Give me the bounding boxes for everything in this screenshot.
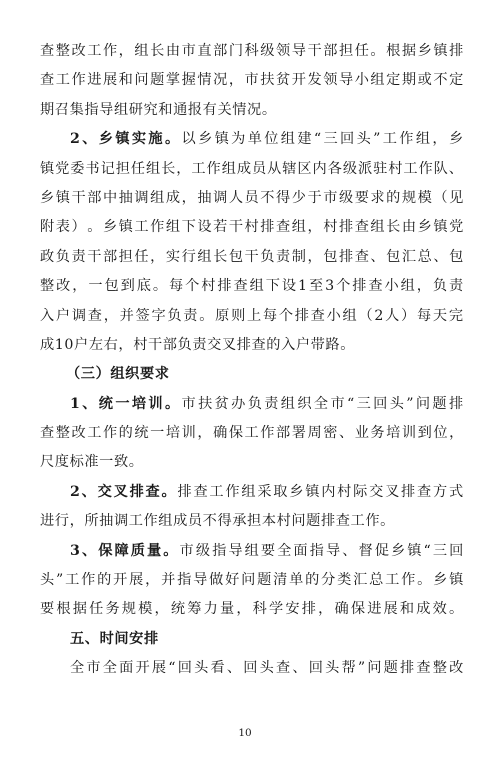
text-line (40, 507, 464, 536)
line-text: 尺度标准一致。 (40, 454, 144, 471)
text-line: 入 户 调 查 ， 并 签 字 负 责 。 原 则 上 每 个 排 查 小 组 （ 2 人 ） 每 天 完 (40, 307, 464, 324)
text-line: 附 表 ） 。 乡 镇 工 作 组 下 设 若 干 村 排 查 组 ， 村 排 查 组 长 由 乡 镇 党 (40, 219, 464, 236)
text-line: 查 整 改 工 作 的 统 一 培 训 ， 确 保 工 作 部 署 周 密 、 业 务 培 训 到 位 ， (40, 425, 464, 442)
text-line: 3 、 保 障 质 量 。 市 级 指 导 组 要 全 面 指 导 、 督 促 乡 镇 “ 三 回 (70, 542, 464, 559)
body-text (40, 37, 464, 684)
text-line (40, 448, 464, 477)
page-number: 10 (238, 727, 252, 739)
text-line: 整 改 ， 一 包 到 底 。 每 个 村 排 查 组 下 设 1 至 3 个 排 查 小 组 ， 负 责 (40, 278, 464, 295)
text-line: 1 、 统 一 培 训 。 市 扶 贫 办 负 责 组 织 全 市 “ 三 回 头 ” 问 题 排 (70, 395, 464, 412)
text-line (40, 625, 464, 654)
text-line (40, 360, 464, 389)
text-line: 乡 镇 干 部 中 抽 调 组 成 ， 抽 调 人 员 不 得 少 于 市 级 要 求 的 规 模 （ 见 (40, 189, 464, 206)
text-line: 2 、 交 叉 排 查 。 排 查 工 作 组 采 取 乡 镇 内 村 际 交 叉 排 查 方 式 (70, 483, 464, 500)
text-line: 政 负 责 干 部 担 任 ， 实 行 组 长 包 干 负 责 制 ， 包 排 查 、 包 汇 总 、 包 (40, 248, 464, 265)
text-line: 2 、 乡 镇 实 施 。 以 乡 镇 为 单 位 组 建 “ 三 回 头 ” 工 作 组 ， 乡 (70, 131, 464, 148)
text-line: 全 市 全 面 开 展 “ 回 头 看 、 回 头 查 、 回 头 帮 ” 问 题 排 查 整 改 (70, 660, 464, 677)
text-line: 查 工 作 进 展 和 问 题 掌 握 情 况 ， 市 扶 贫 开 发 领 导 小 组 定 期 或 不 定 (40, 72, 464, 89)
text-line: 镇 党 委 书 记 担 任 组 长 ， 工 作 组 成 员 从 辖 区 内 各 级 派 驻 村 工 作 队 、 (40, 160, 464, 177)
text-line: 头 ” 工 作 的 开 展 ， 并 指 导 做 好 问 题 清 单 的 分 类 汇 总 工 作 。 乡 镇 (40, 572, 464, 589)
bold-heading: （三）组织要求 (66, 366, 170, 383)
line-text: 期召集指导组研究和通报有关情况。 (40, 101, 277, 118)
text-line: 要 根 据 任 务 规 模 ， 统 筹 力 量 ， 科 学 安 排 ， 确 保 进 展 和 成 效 。 (40, 601, 464, 618)
line-text: 成10户左右，村干部负责交叉排查的入户带路。 (40, 336, 356, 353)
bold-heading: 五、时间安排 (70, 630, 159, 647)
text-line (40, 96, 464, 125)
text-line (40, 331, 464, 360)
line-text: 进行，所抽调工作组成员不得承担本村问题排查工作。 (40, 513, 395, 530)
text-line: 查 整 改 工 作 ， 组 长 由 市 直 部 门 科 级 领 导 干 部 担 任 。 根 据 乡 镇 排 (40, 43, 464, 59)
